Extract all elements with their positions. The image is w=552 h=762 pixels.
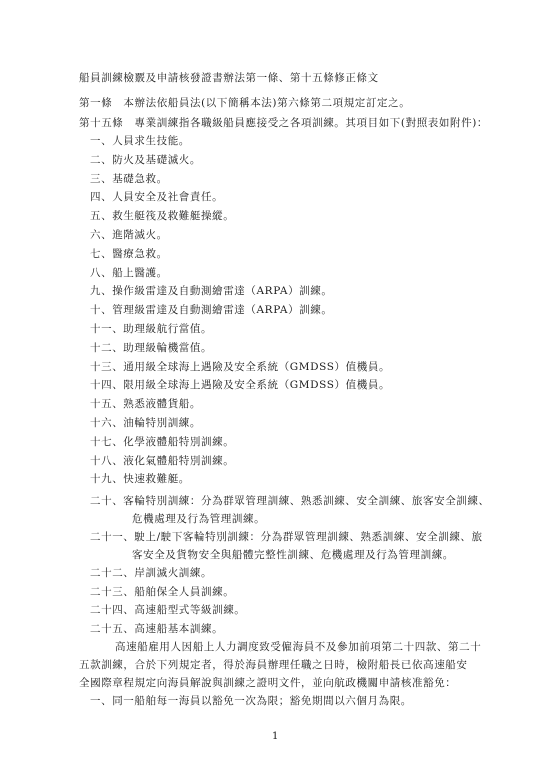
list-item: 二十四、高速船型式等級訓練。: [90, 604, 246, 616]
list-item: 十一、助理級航行當值。: [90, 323, 213, 335]
article-15-intro: 第十五條 專業訓練指各職級船員應接受之各項訓練。其項目如下(對照表如附件)：: [79, 117, 488, 129]
document-title: 船員訓練檢覈及申請核發證書辦法第一條、第十五條修正條文: [79, 72, 379, 84]
item-20-line-1: 二十、客輪特別訓練：分為群眾管理訓練、熟悉訓練、安全訓練、旅客安全訓練、: [90, 495, 490, 507]
list-item: 二十二、岸訓滅火訓練。: [90, 567, 213, 579]
list-item: 三、基礎急救。: [90, 172, 168, 185]
paragraph-line-2: 五款訓練，合於下列規定者，得於海員辦理任職之日時，檢附船長已依高速船安: [79, 659, 468, 671]
list-item: 六、進階滅火。: [90, 229, 168, 241]
list-item: 十三、通用級全球海上遇險及安全系統（GMDSS）值機員。: [90, 360, 391, 373]
list-item: 九、操作級雷達及自動測繪雷達（ARPA）訓練。: [90, 285, 333, 298]
list-item: 二十五、高速船基本訓練。: [90, 622, 224, 635]
list-item: 五、救生艇筏及救難艇操縱。: [90, 210, 235, 223]
item-20-line-2: 危機處理及行為管理訓練。: [132, 513, 266, 525]
list-item: 二、防火及基礎滅火。: [90, 153, 201, 166]
list-item: 十二、助理級輪機當值。: [90, 341, 213, 354]
list-item: 十七、化學液體船特別訓練。: [90, 435, 235, 448]
list-item: 十、管理級雷達及自動測繪雷達（ARPA）訓練。: [90, 304, 333, 317]
list-item: 四、人員安全及社會責任。: [90, 191, 224, 204]
list-item: 十九、快速救難艇。: [90, 473, 190, 486]
list-item: 二十三、船舶保全人員訓練。: [90, 585, 235, 598]
list-item: 七、醫療急救。: [90, 247, 168, 260]
list-item: 一、人員求生技能。: [90, 135, 190, 147]
list-item: 八、船上醫護。: [90, 266, 168, 279]
sub-item-1: 一、同一船舶每一海員以豁免一次為限；豁免期間以六個月為限。: [90, 695, 412, 707]
list-item: 十五、熟悉液體貨船。: [90, 398, 201, 411]
article-1: 第一條 本辦法依船員法(以下簡稱本法)第六條第二項規定訂定之。: [79, 97, 411, 109]
paragraph-line-3: 全國際章程規定向海員解說與訓練之證明文件，並向航政機關申請核准豁免：: [79, 677, 457, 689]
page-number: 1: [272, 731, 279, 742]
item-21-line-2: 客安全及貨物安全與船體完整性訓練、危機處理及行為管理訓練。: [132, 549, 454, 561]
list-item: 十四、限用級全球海上遇險及安全系統（GMDSS）值機員。: [90, 379, 391, 392]
item-21-line-1: 二十一、駛上/駛下客輪特別訓練：分為群眾管理訓練、熟悉訓練、安全訓練、旅: [90, 531, 483, 543]
list-item: 十八、液化氣體船特別訓練。: [90, 454, 235, 467]
list-item: 十六、油輪特別訓練。: [90, 417, 201, 429]
paragraph-line-1: 高速船雇用人因船上人力調度致受僱海員不及參加前項第二十四款、第二十: [115, 641, 482, 653]
